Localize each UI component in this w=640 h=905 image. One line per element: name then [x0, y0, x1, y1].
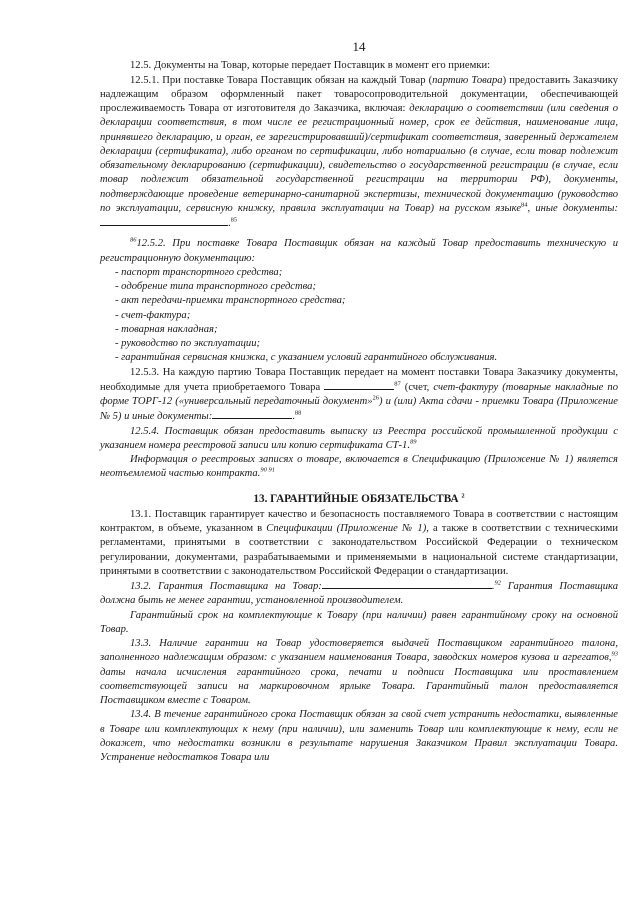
footnote-ref: 84	[521, 201, 528, 209]
punctuation: .	[292, 411, 295, 423]
clause-text-italic: партию Товара	[432, 74, 503, 86]
clause-text-italic: счет-фактуру (товарные накладные по форме ТОРГ-12 («универсальный передаточный документ»	[100, 381, 618, 407]
list-item: - одобрение типа транспортного средства;	[115, 281, 317, 292]
list-item: - счет-фактура;	[115, 309, 191, 321]
clause-12-5-3	[100, 366, 618, 425]
clause-text-italic: даты начала исчисления гарантийного срока, печати и подписи Поставщика или проставлением соответствующей записи на маркировочном ярлыке Товара. Гарантийный талон предоставляется Поставщиком вместе с Товаром.	[100, 666, 618, 706]
clause-text-italic: 12.5.2. При поставке Товара Поставщик обязан на каждый Товар предоставить техническую и регистрационную документацию:	[100, 238, 618, 264]
list-item: - руководство по эксплуатации;	[115, 338, 261, 349]
fill-in-blank	[322, 579, 492, 589]
list-item: - товарная накладная;	[115, 323, 218, 335]
list-item: - гарантийная сервисная книжка, с указанием условий гарантийного обслуживания.	[115, 352, 498, 364]
footnote-ref: 93	[611, 650, 618, 658]
clause-text: 12.5.3. На каждую партию Товара Поставщик передает на момент поставки Товара Заказчику документы, необходимые для учета приобретаемого Товара	[100, 366, 618, 393]
list-item: - акт передачи-приемки транспортного средства;	[115, 295, 346, 307]
clause-text-italic: декларацию о соответствии (или сведения о декларации соответствия, в том числе ее регистрационный номер, срок ее действия, наименование лица, принявшего декларацию, и орган, ее зарегистрировавший)/сертификат соответствия, заверенный держателем декларации (сертификата), либо органом по сертификации, либо нотариально (в случае, если товар подлежит обязательному декларированию (сертификации), свидетельство о государственной регистрации (в случае, если товар подлежит обязательной государственной регистрации на территории РФ), документы, подтверждающие проведение ветеринарно-санитарной экспертизы, технической документацию (руководство по эксплуатации, сервисную книжку, правила эксплуатации на Товар) на русском языке	[100, 103, 618, 214]
clause-13-4: 13.4. В течение гарантийного срока Поставщик обязан за свой счет устранить недостатки, выявленные в Товаре или комплектующих к нему (при наличии), или заменить Товар или комплектующие к нему, если не докажет, что недостатки возникли в результате нарушения Заказчиком Правил эксплуатации Товара. Устранение недостатков Товара или	[100, 709, 618, 763]
clause-text-italic: 13.3. Наличие гарантии на Товар удостоверяется выдачей Поставщиком гарантийного талона, заполненного надлежащим образом: с указанием наименования Товара, заводских номеров кузова и агрегатов,	[100, 638, 618, 664]
footnote-ref: 89	[410, 438, 417, 446]
footnote-ref: 26	[372, 394, 380, 402]
components-warranty-paragraph: Гарантийный срок на комплектующие к Товару (при наличии) равен гарантийному сроку на основной Товар.	[100, 609, 618, 635]
footnote-ref: 92	[494, 579, 501, 587]
clause-text-italic: 13.2. Гарантия Поставщика на Товар:	[130, 581, 322, 592]
footnote-ref: 90 91	[260, 466, 275, 474]
clause-text: 12.5.1. При поставке Товара Поставщик обязан на каждый Товар (	[130, 74, 433, 86]
clause-text-italic: Информация о реестровых записях о товаре, включается в Спецификацию (Приложение № 1) является неотъемлемой частью контракта.	[100, 454, 618, 480]
clause-text-italic: 12.5.4. Поставщик обязан предоставить выписку из Реестра российской промышленной продукции с указанием номера реестровой записи или копию сертификата СТ-1.	[100, 425, 618, 451]
heading-text: 13. ГАРАНТИЙНЫЕ ОБЯЗАТЕЛЬСТВА	[253, 492, 459, 505]
clause-13-3	[100, 637, 618, 708]
clause-text: 13.1. Поставщик гарантирует качество и безопасность поставляемого Товара в соответствии с настоящим контрактом, в объеме, указанном в	[100, 508, 618, 534]
clause-12-5: 12.5. Документы на Товар, которые передает Поставщик в момент его приемки:	[130, 60, 491, 72]
clause-text: ) предоставить Заказчику надлежащим образом оформленный пакет товаросопроводительной документации, обеспечивающей прослеживаемость Товара от изготовителя до Заказчика, включая:	[100, 74, 619, 114]
footnote-ref: 85	[230, 216, 238, 224]
clause-text-italic: Гарантия Поставщика должна быть не менее гарантии, установленной производителем.	[100, 581, 618, 607]
list-item: - паспорт транспортного средства;	[115, 266, 283, 278]
footnote-ref: 86	[130, 236, 137, 244]
footnote-ref: 88	[294, 409, 302, 417]
fill-in-blank	[324, 380, 394, 390]
fill-in-blank	[212, 409, 292, 419]
clause-text-italic: , иные документы:	[527, 202, 618, 214]
page-number: 14	[352, 39, 366, 54]
footnote-ref: 87	[394, 380, 401, 388]
section-heading-13	[100, 492, 618, 506]
clause-text-italic: ) и (или) Акта сдачи - приемки Товара (Приложение № 5) и иные документы:	[100, 396, 618, 423]
fill-in-blank	[100, 216, 228, 226]
footnote-ref: 2	[461, 491, 465, 499]
clause-12-5-4	[100, 425, 618, 454]
registry-info-paragraph	[100, 453, 618, 482]
clause-text-italic: Спецификации (Приложение № 1)	[266, 523, 427, 534]
clause-13-2: 13.2. Гарантия Поставщика на Товар: .$^{92}$ Гарантия Поставщика должна быть не менее гарантии, установленной производителем.	[100, 579, 618, 607]
clause-text: (счет,	[400, 381, 434, 393]
clause-12-5-2	[100, 237, 618, 266]
document-list	[100, 266, 618, 366]
clause-12-5-1: 12.5.1. При поставке Товара Поставщик обязан на каждый Товар (партию Товара) предоставить Заказчику надлежащим образом оформленный пакет товаросопроводительной документации, обеспечивающей прослеживаемость Товара от изготовителя до Заказчика, включая: декларацию о соответствии (или сведения о декларации соответствия, в том числе ее регистрационный номер, срок ее действия, наименование лица, принявшего декларацию, и орган, ее зарегистрировавший)/сертификат соответствия, заверенный держателем декларации (сертификата), либо органом по сертификации, либо нотариально (в случае, если товар подлежит обязательному декларированию (сертификации), свидетельство о государственной регистрации (в случае, если товар подлежит обязательной государственной регистрации на территории РФ), документы, подтверждающие проведение ветеринарно-санитарной экспертизы, технической документацию (руководство по эксплуатации, сервисную книжку, правила эксплуатации на Товар) на русском языке$^{84}$, иные документы:.$^{85}$	[100, 74, 619, 229]
clause-text: , а также в соответствии с техническими регламентами, принятыми в соответствии с законодательством Российской Федерации о техническом регулировании, документами, разрабатываемыми и применяемыми в национальной системе стандартизации, принятыми в соответствии с законодательством Российской Федерации о стандартизации.	[100, 523, 618, 577]
clause-13-1	[100, 508, 618, 579]
